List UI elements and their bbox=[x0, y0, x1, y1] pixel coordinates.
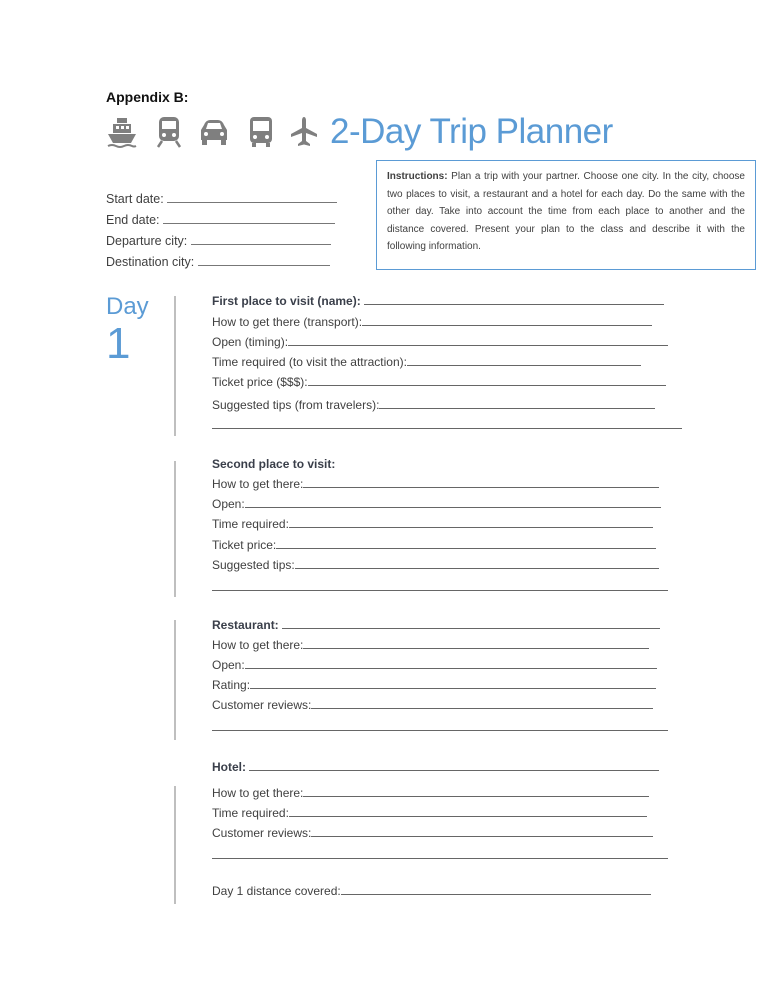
restaurant-rating: Rating: bbox=[212, 678, 656, 692]
instructions-box bbox=[376, 160, 756, 270]
appendix-label: Appendix B: bbox=[106, 89, 189, 105]
restaurant-reviews: Customer reviews: bbox=[212, 698, 653, 712]
second-place-tips-field[interactable] bbox=[295, 558, 659, 569]
destination-city-label: Destination city: bbox=[106, 255, 195, 269]
hotel-name-field[interactable] bbox=[249, 760, 659, 771]
restaurant-reviews-line[interactable] bbox=[212, 730, 668, 731]
first-place-timing: Open (timing): bbox=[212, 335, 668, 349]
second-place-tips-line[interactable] bbox=[212, 590, 668, 591]
day-distance: Day 1 distance covered: bbox=[212, 884, 651, 898]
first-place-tips-field[interactable] bbox=[379, 398, 655, 409]
hotel-get-there: How to get there: bbox=[212, 786, 649, 800]
trip-info bbox=[106, 189, 337, 273]
restaurant-heading: Restaurant: bbox=[212, 618, 660, 632]
restaurant-open-field[interactable] bbox=[245, 658, 657, 669]
second-place-heading: Second place to visit: bbox=[212, 457, 336, 471]
first-place-tips-line[interactable] bbox=[212, 428, 682, 429]
day-number: 1 bbox=[106, 319, 131, 368]
hotel-get-there-field[interactable] bbox=[303, 786, 649, 797]
day-label: Day bbox=[106, 293, 149, 320]
hotel-reviews-line[interactable] bbox=[212, 858, 668, 859]
end-date-field[interactable] bbox=[163, 212, 335, 224]
second-place-open: Open: bbox=[212, 497, 661, 511]
divider-first-place bbox=[174, 296, 176, 436]
train-icon bbox=[154, 115, 184, 149]
hotel-time-required: Time required: bbox=[212, 806, 647, 820]
second-place-time-required-field[interactable] bbox=[289, 517, 653, 528]
first-place-ticket-price-field[interactable] bbox=[308, 375, 666, 386]
first-place-tips: Suggested tips (from travelers): bbox=[212, 398, 655, 412]
hotel-heading: Hotel: bbox=[212, 760, 659, 774]
page-title: 2-Day Trip Planner bbox=[330, 112, 613, 151]
destination-city-field[interactable] bbox=[198, 254, 330, 266]
start-date-label: Start date: bbox=[106, 192, 164, 206]
divider-restaurant bbox=[174, 620, 176, 740]
car-icon bbox=[196, 115, 232, 149]
bus-icon bbox=[246, 115, 276, 149]
first-place-ticket-price: Ticket price ($$$): bbox=[212, 375, 666, 389]
restaurant-reviews-field[interactable] bbox=[311, 698, 653, 709]
day-distance-field[interactable] bbox=[341, 884, 651, 895]
airplane-icon bbox=[289, 115, 319, 149]
second-place-ticket-price-field[interactable] bbox=[276, 538, 656, 549]
first-place-timing-field[interactable] bbox=[288, 335, 668, 346]
divider-second-place bbox=[174, 461, 176, 597]
instructions-label: Instructions: bbox=[387, 171, 448, 182]
second-place-get-there-field[interactable] bbox=[303, 477, 659, 488]
instructions-text: Plan a trip with your partner. Choose one city. In the city, choose two places to visit, a restaurant and a hotel for each day. Do the same with the other day. Take into account the time from each place to another and the distance covered. Present your plan to the class and describe it with the following information. bbox=[387, 171, 745, 252]
restaurant-get-there: How to get there: bbox=[212, 638, 649, 652]
first-place-heading: First place to visit (name): bbox=[212, 294, 664, 308]
restaurant-open: Open: bbox=[212, 658, 657, 672]
first-place-name-field[interactable] bbox=[364, 294, 664, 305]
second-place-get-there: How to get there: bbox=[212, 477, 659, 491]
hotel-reviews-field[interactable] bbox=[311, 826, 653, 837]
restaurant-name-field[interactable] bbox=[282, 618, 660, 629]
end-date-label: End date: bbox=[106, 213, 160, 227]
departure-city-field[interactable] bbox=[191, 233, 331, 245]
hotel-reviews: Customer reviews: bbox=[212, 826, 653, 840]
ship-icon bbox=[106, 115, 138, 149]
divider-hotel bbox=[174, 786, 176, 904]
second-place-open-field[interactable] bbox=[245, 497, 661, 508]
first-place-time-required-field[interactable] bbox=[407, 355, 641, 366]
restaurant-get-there-field[interactable] bbox=[303, 638, 649, 649]
first-place-transport-field[interactable] bbox=[362, 315, 652, 326]
first-place-transport: How to get there (transport): bbox=[212, 315, 652, 329]
first-place-time-required: Time required (to visit the attraction): bbox=[212, 355, 641, 369]
second-place-tips: Suggested tips: bbox=[212, 558, 659, 572]
second-place-time-required: Time required: bbox=[212, 517, 653, 531]
departure-city-label: Departure city: bbox=[106, 234, 188, 248]
second-place-ticket-price: Ticket price: bbox=[212, 538, 656, 552]
hotel-time-required-field[interactable] bbox=[289, 806, 647, 817]
restaurant-rating-field[interactable] bbox=[250, 678, 656, 689]
start-date-field[interactable] bbox=[167, 191, 337, 203]
